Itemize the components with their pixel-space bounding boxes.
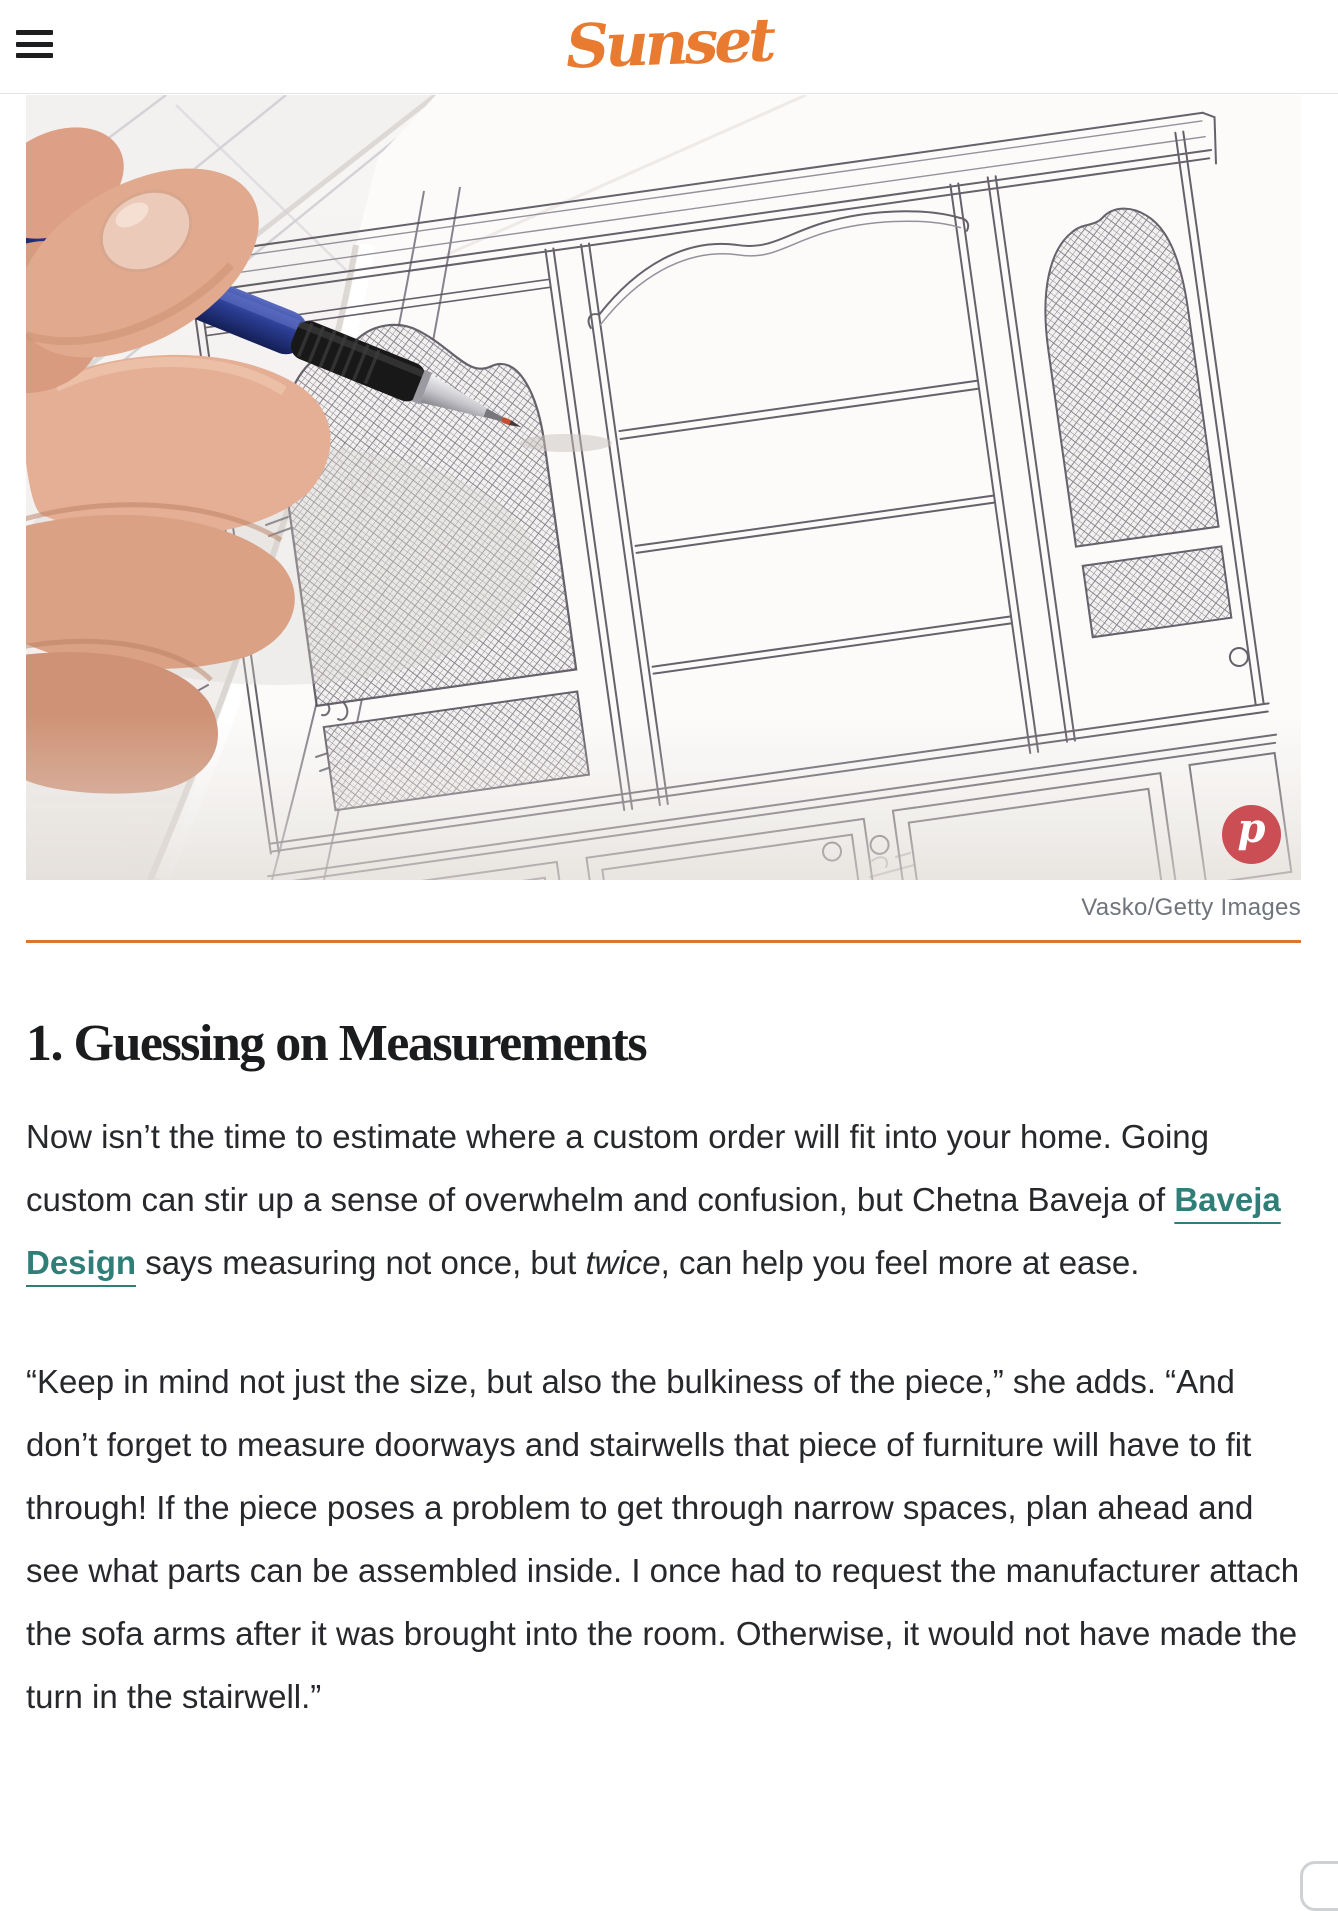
brand-logo-svg [544, 10, 794, 82]
paragraph-1-text: Now isn’t the time to estimate where a custom order will fit into your home. Going custom can stir up a sense of overwhelm and confusion, but Chetna Baveja of [26, 1118, 1209, 1219]
floating-widget[interactable] [1300, 1861, 1338, 1911]
section-heading: 1. Guessing on Measurements [26, 1015, 647, 1072]
pencil-tip-shadow [520, 434, 612, 452]
image-credit: Vasko/Getty Images [1081, 894, 1301, 921]
hero-image [26, 95, 1301, 880]
hamburger-bar [16, 53, 53, 58]
brand-logo-text: Sunset [564, 10, 774, 82]
pinterest-save-button[interactable] [1222, 805, 1281, 864]
hamburger-bar [16, 42, 53, 47]
article-body [0, 1013, 1338, 1728]
hamburger-menu-icon[interactable] [16, 30, 53, 58]
site-header [0, 0, 1338, 94]
paragraph-1 [26, 1105, 1301, 1294]
paragraph-1-emphasis: twice [585, 1244, 661, 1282]
section-divider [26, 940, 1301, 943]
photo-vignette [26, 715, 1301, 880]
cabinet-sketch-photo [26, 95, 1301, 880]
pinterest-icon: p [1237, 804, 1266, 852]
baveja-design-link[interactable]: Baveja Design [26, 1181, 1281, 1282]
paragraph-1-text: , can help you feel more at ease. [660, 1244, 1140, 1282]
hamburger-bar [16, 30, 53, 35]
paragraph-1-text: says measuring not once, but [136, 1244, 586, 1282]
paragraph-2: “Keep in mind not just the size, but also the bulkiness of the piece,” she adds. “And don’t forget to measure doorways and stairwells that piece of furniture will have to fit through! If the piece poses a problem to get through narrow spaces, plan ahead and see what parts can be assembled inside. I once had to request the manufacturer attach the sofa arms after it was brought into the room. Otherwise, it would not have made the turn in the stairwell.” [26, 1363, 1300, 1716]
brand-logo[interactable] [544, 10, 794, 87]
